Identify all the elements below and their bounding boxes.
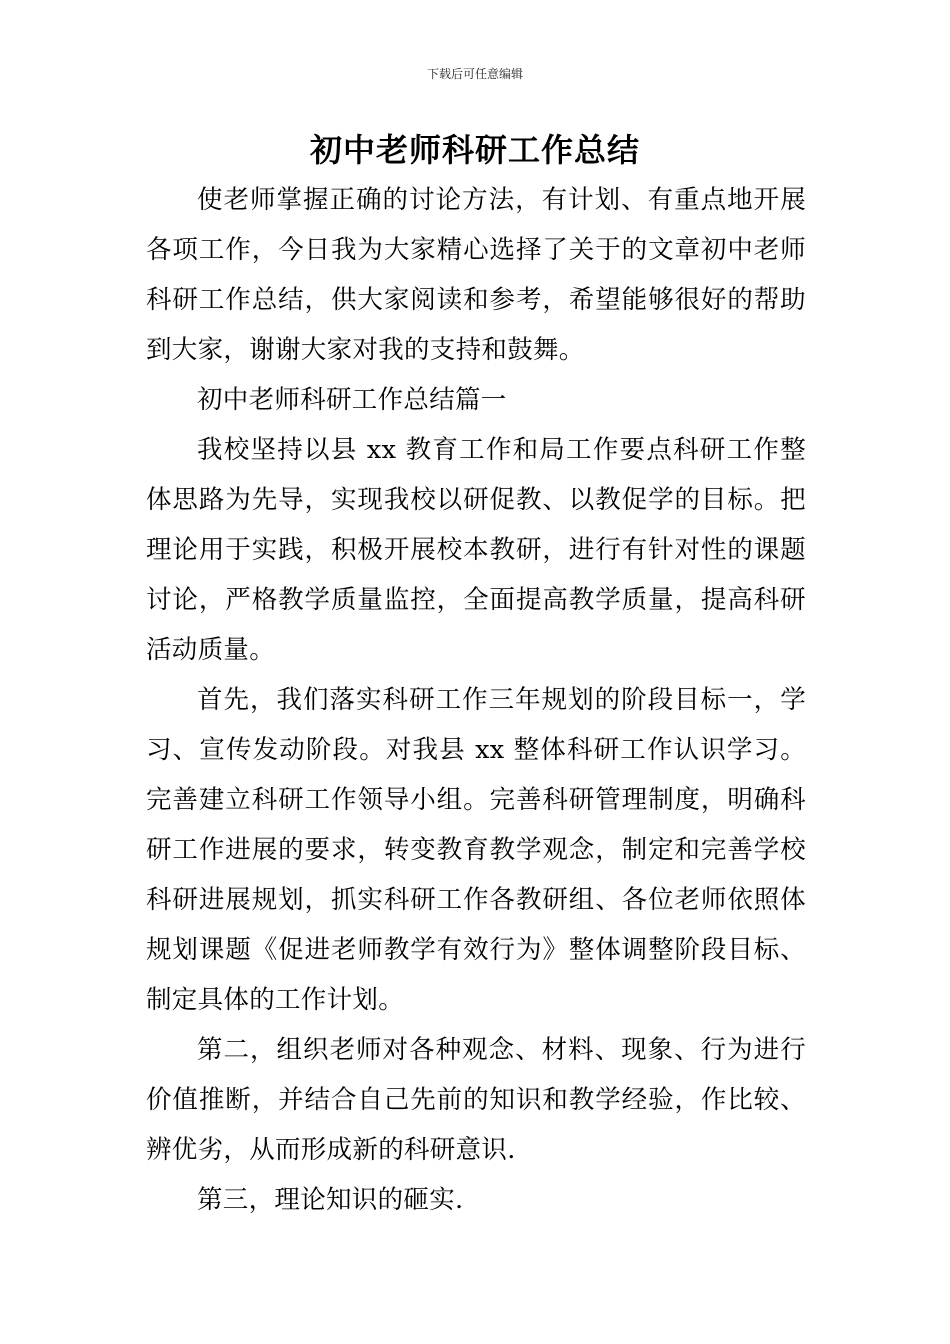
header-note: 下载后可任意编辑	[426, 67, 523, 81]
document-title: 初中老师科研工作总结	[309, 131, 640, 169]
paragraph-overview: 我校坚持以县 xx 教育工作和局工作要点科研工作整体思路为先导，实现我校以研促教、以教促学的目标。把理论用于实践，积极开展校本教研，进行有针对性的课题讨论，严格教学质量监控，全面提高教学质量，提高科研活动质量。	[146, 435, 806, 665]
paragraph-intro: 使老师掌握正确的讨论方法，有计划、有重点地开展各项工作，今日我为大家精心选择了关于的文章初中老师科研工作总结，供大家阅读和参考，希望能够很好的帮助到大家，谢谢大家对我的支持和鼓舞。	[146, 185, 806, 365]
document-body	[146, 175, 806, 1225]
paragraph-third: 第三，理论知识的砸实.	[197, 1185, 464, 1215]
paragraph-second: 第二，组织老师对各种观念、材料、现象、行为进行价值推断，并结合自己先前的知识和教学经验，作比较、辨优劣，从而形成新的科研意识.	[146, 1035, 806, 1165]
paragraph-first: 首先，我们落实科研工作三年规划的阶段目标一，学习、宣传发动阶段。对我县 xx 整体科研工作认识学习。完善建立科研工作领导小组。完善科研管理制度，明确科研工作进展的要求，转变教育教学观念，制定和完善学校科研进展规划，抓实科研工作各教研组、各位老师依照体规划课题《促进老师教学有效行为》整体调整阶段目标、制定具体的工作计划。	[146, 685, 806, 1015]
section-heading: 初中老师科研工作总结篇一	[197, 385, 507, 415]
